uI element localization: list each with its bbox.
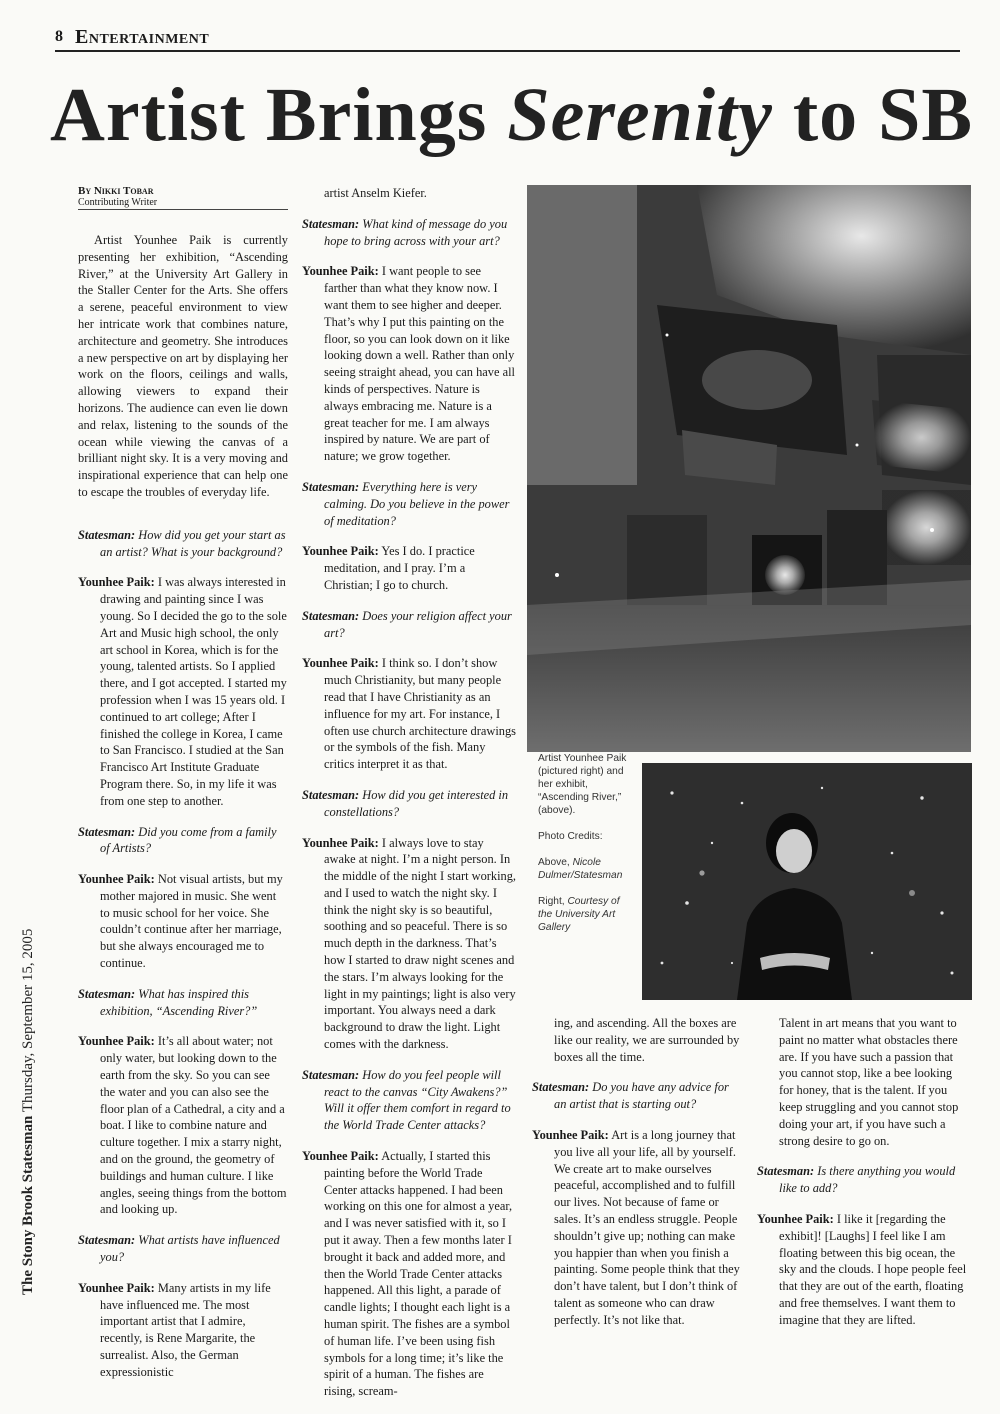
headline [50, 72, 974, 159]
question-4: Statesman: What artists have influenced you? [78, 1233, 280, 1265]
column-4 [757, 1015, 969, 1343]
publication-sideline [20, 929, 37, 1295]
artist-portrait-photo [642, 763, 972, 1000]
question-2: Statesman: Did you come from a family of Artists? [78, 824, 277, 856]
publication-date: Thursday, September 15, 2005 [20, 928, 36, 1113]
question-11: Statesman: Is there anything you would like to add? [757, 1164, 956, 1196]
caption-text: Artist Younhee Paik (pictured right) and her exhibit, “Ascending River,” (above). [538, 753, 627, 816]
answer-8: Younhee Paik: I always love to stay awake at night. I’m a night person. In the middle of the night I start working, and I used to watch the night sky. I think the night sky is so beautiful, soothing and so peaceful. There is so much depth in the darkness. That’s how I started to draw night scenes and the stars. I’m always looking for the light in my paintings; light is also very important. You always need a dark background to draw the light. Light comes with the darkness. [302, 835, 517, 1052]
section-title: Entertainment [75, 26, 210, 48]
answer-2: Younhee Paik: Not visual artists, but my mother majored in music. She went to music school for her voice. She couldn’t continue after her marriage, but she always encouraged me to continue. [78, 872, 283, 971]
question-5: Statesman: What kind of message do you hope to bring across with your art? [302, 216, 508, 248]
column-3 [532, 1015, 744, 1343]
publication-name: The Stony Brook Statesman [20, 1115, 36, 1295]
answer-9-continued: ing, and ascending. All the boxes are like our reality, we are surrounded by boxes all the time. [554, 1016, 740, 1064]
headline-part1: Artist Brings [50, 73, 508, 157]
answer-4: Younhee Paik: Many artists in my life have influenced me. The most important artist that I admire, recently, is Rene Margarite, the surrealist. Also, the German expressionistic [78, 1280, 271, 1379]
question-7: Statesman: Does your religion affect your art? [302, 608, 512, 640]
question-1: Statesman: How did you get your start as an artist? What is your background? [78, 527, 286, 559]
byline-role: Contributing Writer [78, 197, 158, 208]
header-rule [55, 50, 960, 52]
answer-9: Younhee Paik: Actually, I started this painting before the World Trade Center attacks happened. I had been working on this one for almost a year, and I was never satisfied with it, so I put it away. Then a few months later I brought it back and added more, and then the World Trade Center attacks happened. All this light, a parade of candle lights; I thought each light is a human spirit. The fishes are a symbol of human life. I’ve been using fish symbols for a long time; it’s like the spirit of a human. The fishes are rising, scream- [302, 1149, 513, 1399]
page-number: 8 [55, 28, 63, 45]
answer-7: Younhee Paik: I think so. I don’t show much Christianity, but many people read that I have Christianity as an influence for my art. For instance, I often use church architecture drawings or the symbols of the fish. Many critics interpret it as that. [302, 656, 516, 772]
exhibition-photo [527, 185, 971, 752]
answer-1: Younhee Paik: I was always interested in drawing and painting since I was young. So I decided the go to the sole Art and Music high school, the only art school in Korea, which is for the young, talented artists. So I applied there, and I got accepted. I started my profession when I was 15 years old. I continued to art college; After I finished the college in Korea, I came to San Francisco. I studied at the San Francisco Art Institute Graduate Program there. So, in my life it was from one step to another. [78, 575, 287, 808]
photo-caption [538, 752, 636, 947]
column-2 [302, 185, 517, 1414]
question-10: Statesman: Do you have any advice for an artist that is starting out? [532, 1080, 729, 1112]
answer-6: Younhee Paik: Yes I do. I practice meditation, and I pray. I’m a Christian; I go to church. [302, 544, 475, 592]
answer-3: Younhee Paik: It’s all about water; not only water, but looking down to the earth from the sky. So you can see the water and you can also see the floor plan of a Cathedral, a city and a boat. I like to combine nature and culture together. I mix a starry night, and on the ground, the geometry of buildings and human culture. I like angles, seeing things from the bottom and looking up. [78, 1034, 287, 1217]
answer-10: Younhee Paik: Art is a long journey that you live all your life, all by yourself. We create art to make ourselves peaceful, accomplished and to fulfill our lives. Not because of fame or sales. It’s an endless struggle. People shouldn’t give up; nothing can make you happier than when you finish a painting. Some people think that they don’t have talent, but I don’t think of talent as someone who can draw perfectly. It’s not like that. [532, 1127, 740, 1327]
exhibition-photo-graphic [527, 185, 971, 752]
answer-10-continued: Talent in art means that you want to paint no matter what obstacles there are. If you have such a passion that you cannot stop, like a bee looking for honey, that is the talent. If you keep struggling and you cannot stop doing your art, if you have such a strong desire to go on. [779, 1016, 959, 1148]
caption-credit-above: Above, Nicole Dulmer/Statesman [538, 857, 623, 881]
answer-11: Younhee Paik: I like it [regarding the exhibit]! [Laughs] I feel like I am floating between this big ocean, the sky and the clouds. I hope people feel that they are out of the earth, floating and free themselves. I want them to imagine that they are lifted. [757, 1211, 967, 1327]
headline-emphasis: Serenity [507, 73, 773, 157]
byline-rule [78, 209, 288, 210]
question-9: Statesman: How do you feel people will react to the canvas “City Awakens?” Will it offer them comfort in regard to the World Trade Center attacks? [302, 1067, 511, 1133]
caption-credits-label: Photo Credits: [538, 831, 603, 842]
artist-portrait-graphic [642, 763, 972, 1000]
answer-4-continued: artist Anselm Kiefer. [324, 186, 427, 200]
byline-author: By Nikki Tobar [78, 185, 154, 197]
question-3: Statesman: What has inspired this exhibition, “Ascending River?” [78, 986, 258, 1018]
intro-paragraph: Artist Younhee Paik is currently presenting her exhibition, “Ascending River,” at the University Art Gallery in the Staller Center for the Arts. She offers a serene, peaceful environment to view her intricate work that combines nature, architecture and geometry. She introduces a new perspective on art by displaying her work on the floors, ceilings and walls, allowing viewers to expand their horizons. The audience can even lie down and relax, listening to the sounds of the ocean while viewing the canvas of a brilliant night sky. It is a very moving and inspirational experience that can help one to escape the troubles of everyday life. [78, 233, 288, 499]
caption-credit-right: Right, Courtesy of the University Art Gallery [538, 896, 620, 933]
column-1 [78, 232, 288, 1395]
question-6: Statesman: Everything here is very calming. Do you believe in the power of meditation? [302, 479, 510, 528]
question-8: Statesman: How did you get interested in constellations? [302, 787, 509, 819]
answer-5: Younhee Paik: I want people to see farther than what they know now. I want them to see higher and deeper. That’s why I put this painting on the floor, so you can look down on it like looking down a well. Rather than only seeing straight ahead, you can have all kinds of perspectives. Nature is always embracing me. Nature is a great teacher for me. I am always inspired by nature. We are part of nature; we grow together. [302, 264, 515, 464]
byline [78, 185, 288, 209]
headline-part2: to SB [772, 73, 974, 157]
